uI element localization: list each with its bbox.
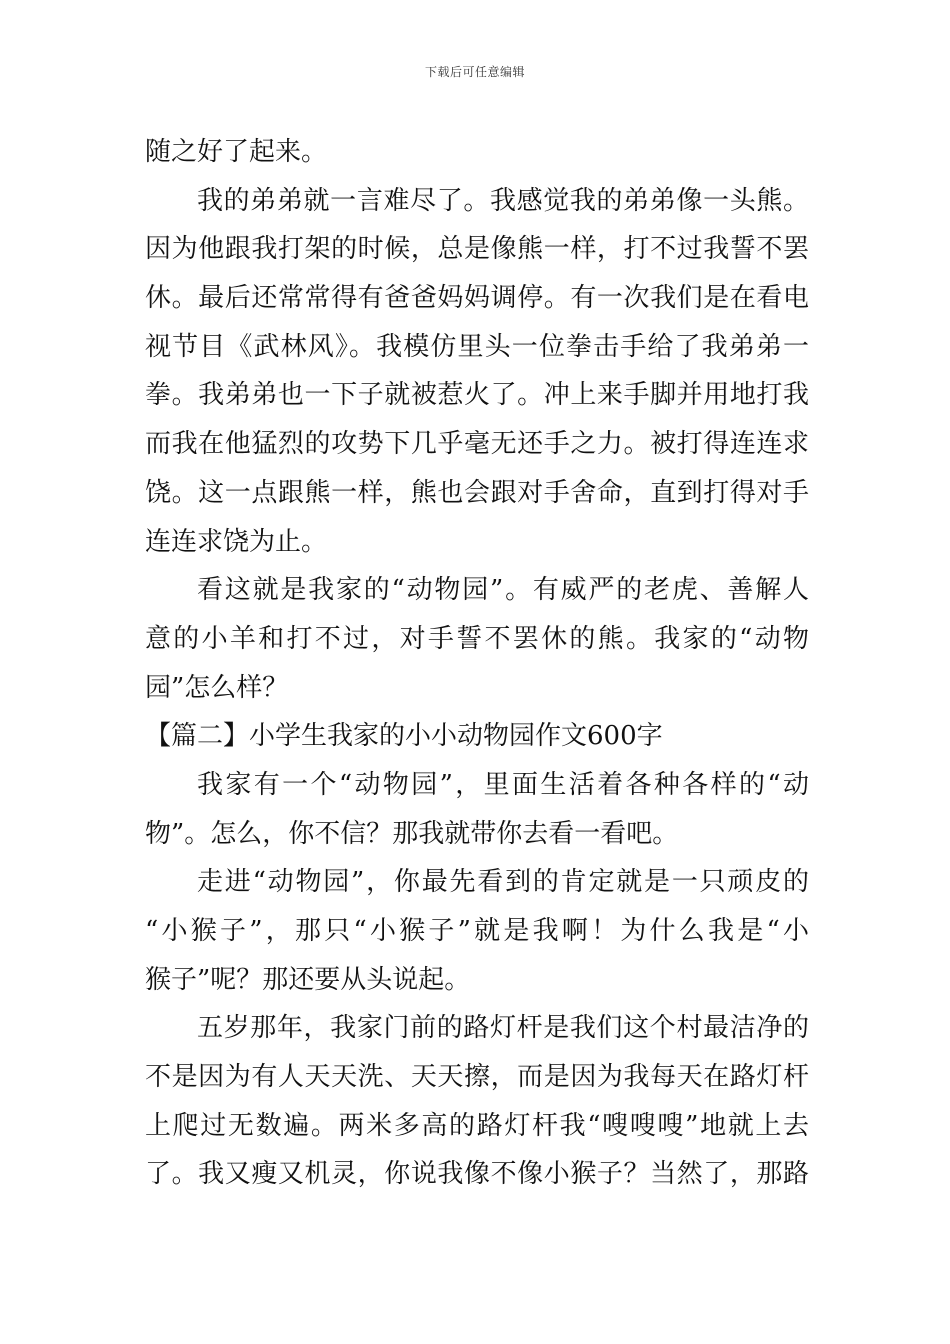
section-heading: 【篇二】小学生我家的小小动物园作文600字 xyxy=(145,721,663,752)
text-line: 随之好了起来。 xyxy=(145,137,328,167)
text-line: 走进“动物园”，你最先看到的肯定就是一只顽皮的 xyxy=(197,867,809,898)
text-line: 饶。这一点跟熊一样，熊也会跟对手舍命，直到打得对手 xyxy=(145,477,809,508)
text-line: 不是因为有人天天洗、天天擦，而是因为我每天在路灯杆 xyxy=(145,1062,809,1093)
text-line: 物”。怎么，你不信？那我就带你去看一看吧。 xyxy=(145,818,679,849)
text-line: 我家有一个“动物园”，里面生活着各种各样的“动 xyxy=(197,769,809,800)
essay-body xyxy=(145,128,809,1199)
text-line: 休。最后还常常得有爸爸妈妈调停。有一次我们是在看电 xyxy=(145,283,809,314)
text-line: 意的小羊和打不过，对手誓不罢休的熊。我家的“动物 xyxy=(145,623,809,654)
text-line: “小猴子”，那只“小猴子”就是我啊！为什么我是“小 xyxy=(145,916,809,946)
text-line: 看这就是我家的“动物园”。有威严的老虎、善解人 xyxy=(197,575,809,606)
text-line: 连连求饶为止。 xyxy=(145,526,328,557)
text-line: 了。我又瘦又机灵，你说我像不像小猴子？当然了，那路 xyxy=(145,1159,809,1190)
text-line: 上爬过无数遍。两米多高的路灯杆我“嗖嗖嗖”地就上去 xyxy=(145,1110,809,1141)
text-line: 而我在他猛烈的攻势下几乎毫无还手之力。被打得连连求 xyxy=(145,429,809,460)
text-line: 因为他跟我打架的时候，总是像熊一样，打不过我誓不罢 xyxy=(145,234,809,265)
text-line: 拳。我弟弟也一下子就被惹火了。冲上来手脚并用地打我 xyxy=(145,380,809,411)
text-line: 猴子”呢？那还要从头说起。 xyxy=(145,964,471,995)
text-line: 五岁那年，我家门前的路灯杆是我们这个村最洁净的 xyxy=(197,1013,809,1044)
page-header: 下载后可任意编辑 xyxy=(424,65,525,79)
text-line: 园”怎么样？ xyxy=(145,672,289,703)
text-line: 我的弟弟就一言难尽了。我感觉我的弟弟像一头熊。 xyxy=(197,185,809,216)
text-line: 视节目《武林风》。我模仿里头一位拳击手给了我弟弟一 xyxy=(145,331,809,362)
